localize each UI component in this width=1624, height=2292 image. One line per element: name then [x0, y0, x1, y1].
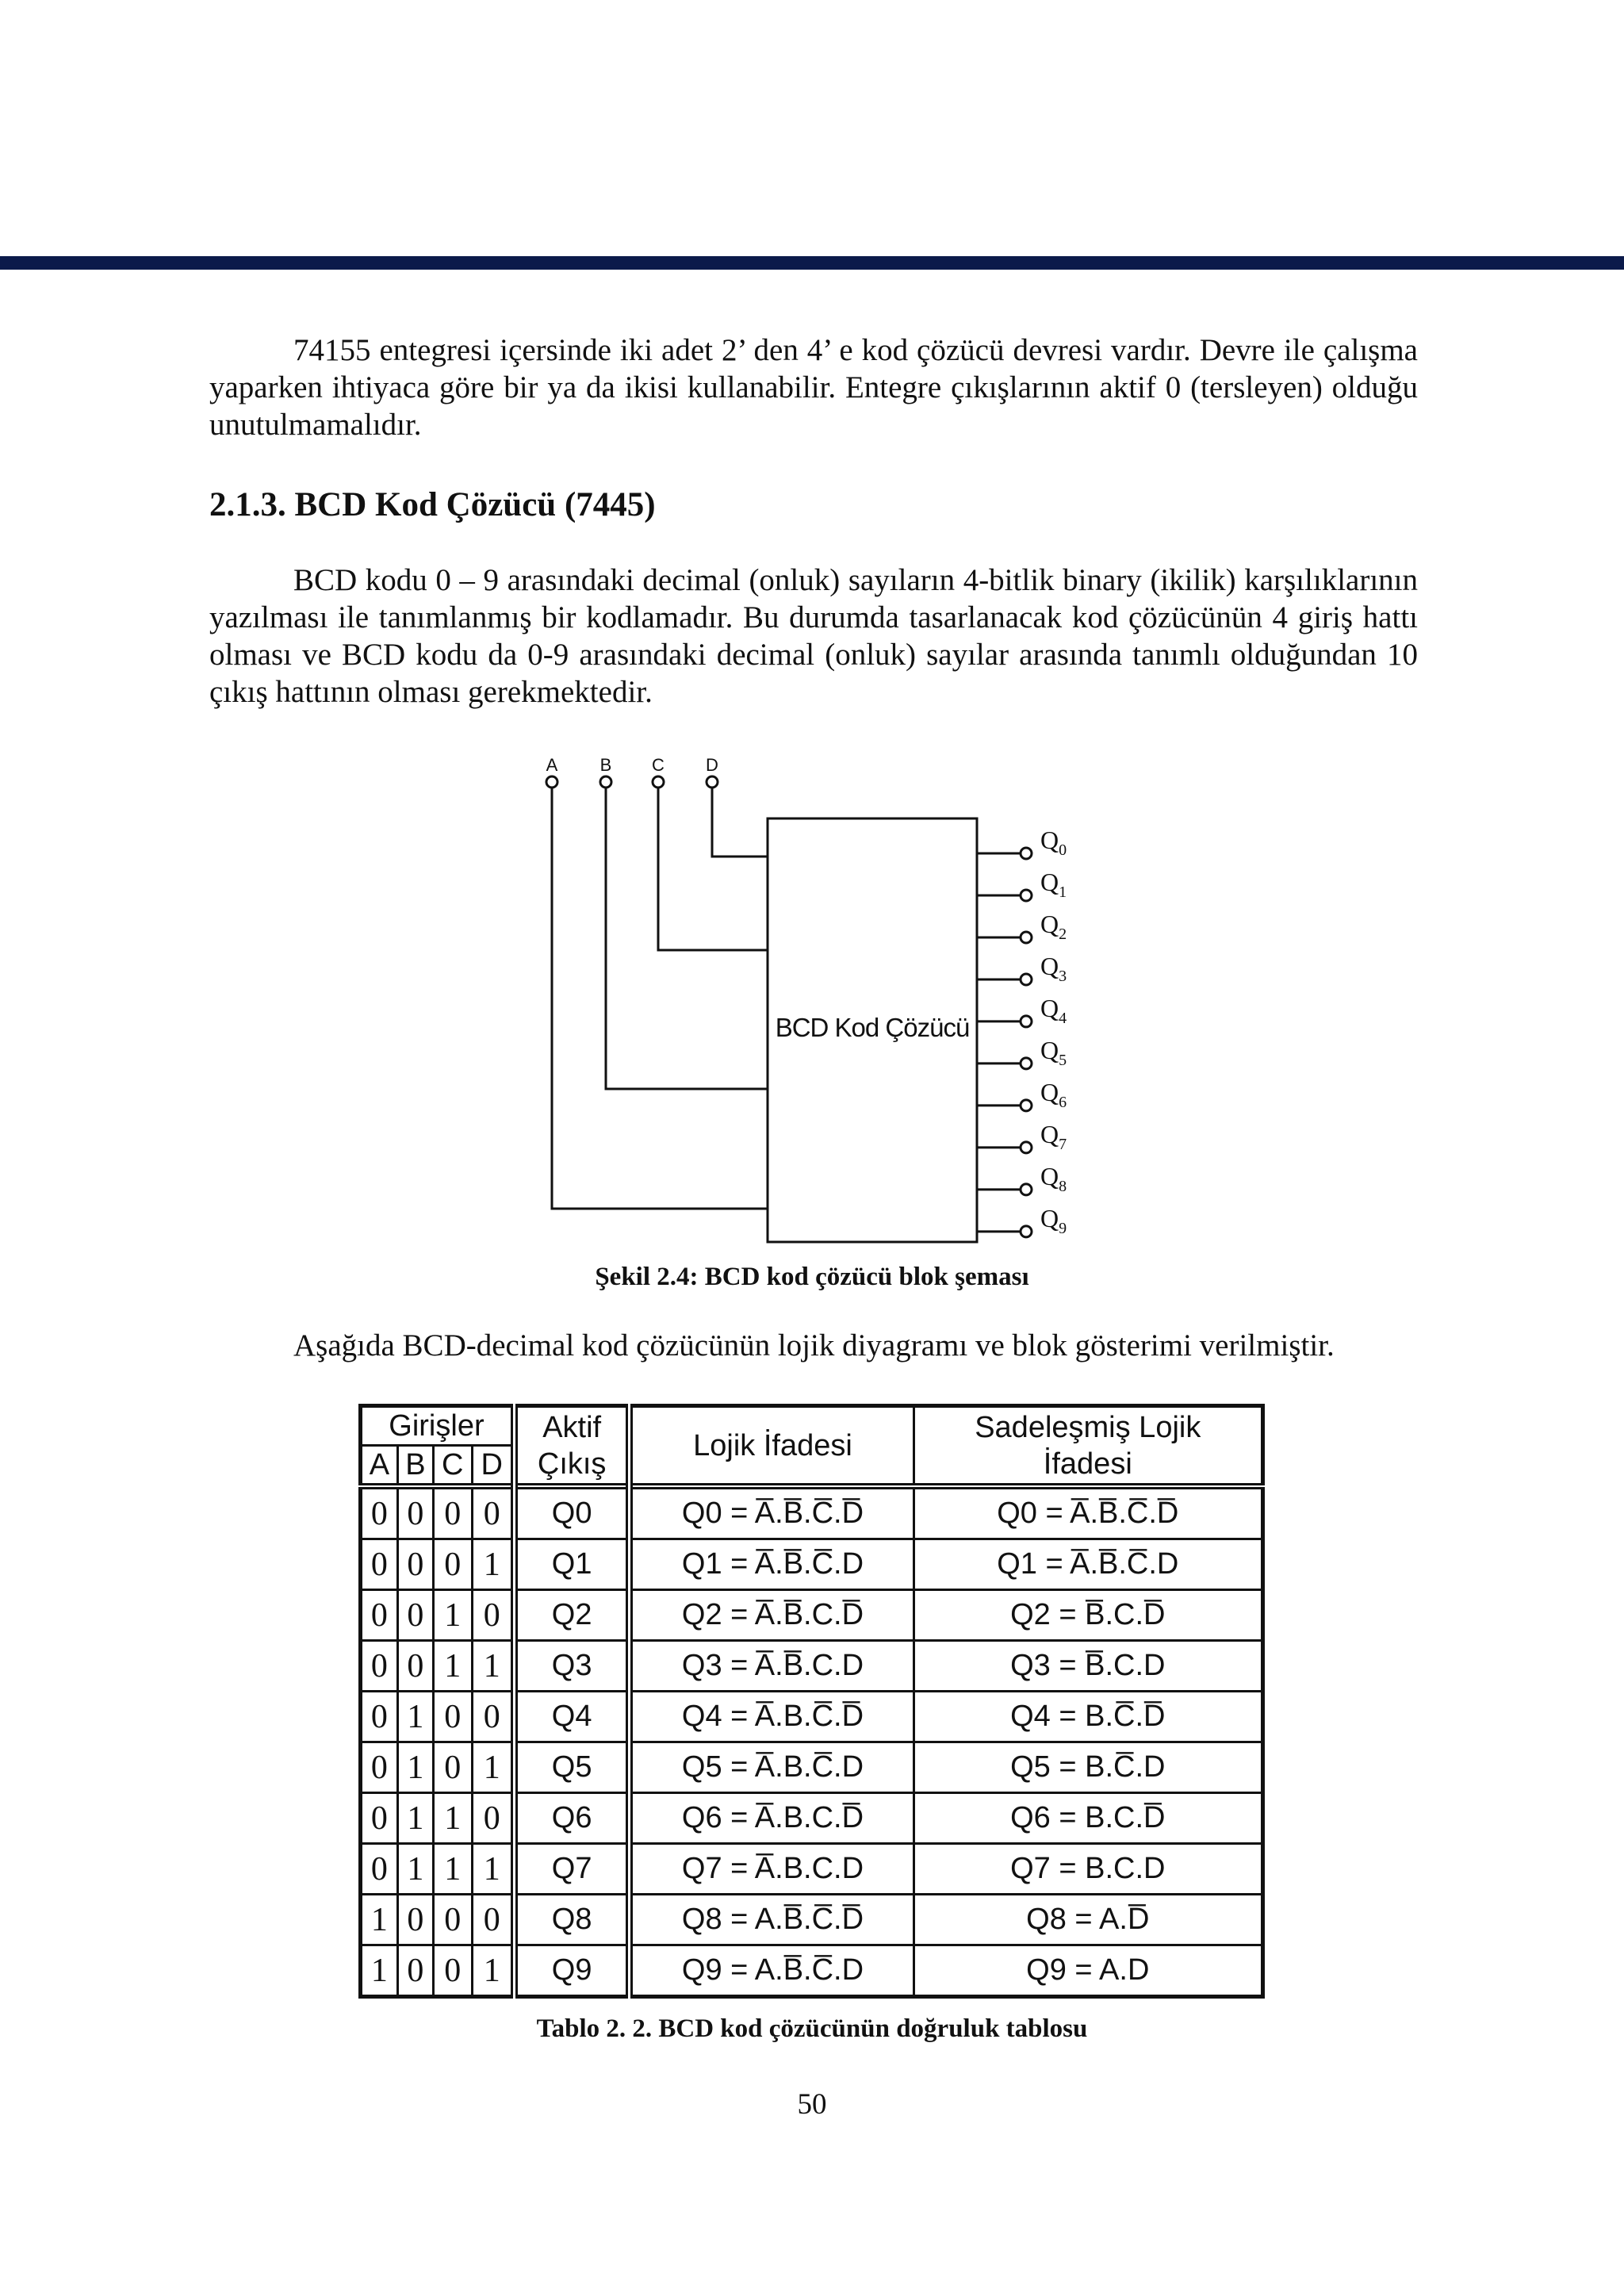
table-row	[361, 1486, 1263, 1539]
bit-b: 0	[397, 1539, 433, 1590]
bit-d: 1	[472, 1641, 514, 1692]
input-wire-d	[712, 788, 768, 857]
bit-a: 1	[361, 1895, 398, 1945]
active-output: Q9	[514, 1945, 630, 1997]
input-pin-d	[707, 776, 718, 788]
bit-d: 0	[472, 1486, 514, 1539]
bit-d: 0	[472, 1590, 514, 1641]
page-number: 50	[797, 2088, 827, 2121]
input-label-b: B	[599, 755, 612, 775]
table-row	[361, 1641, 1263, 1692]
active-output: Q6	[514, 1793, 630, 1844]
output-label-6: $Q_6$	[1040, 1077, 1067, 1111]
bit-d: 0	[472, 1895, 514, 1945]
header-active-line1: Aktif	[542, 1410, 602, 1444]
bit-d: 1	[472, 1844, 514, 1895]
bit-b: 0	[397, 1486, 433, 1539]
table-row	[361, 1692, 1263, 1742]
bit-a: 0	[361, 1793, 398, 1844]
input-pin-a	[546, 776, 557, 788]
simplified-expression: Q1 = A̅.B̅.C̅.D	[914, 1539, 1262, 1590]
bit-c: 0	[434, 1742, 473, 1793]
bit-c: 1	[434, 1793, 473, 1844]
output-label-2: $Q_2$	[1040, 909, 1067, 943]
active-output: Q4	[514, 1692, 630, 1742]
output-label-1: $Q_1$	[1040, 867, 1067, 901]
active-output: Q0	[514, 1486, 630, 1539]
output-pin-5	[1021, 1058, 1032, 1069]
table-row	[361, 1895, 1263, 1945]
header-rule	[0, 256, 1624, 270]
bit-a: 1	[361, 1945, 398, 1997]
header-input-c: C	[434, 1446, 473, 1487]
output-pin-0	[1021, 848, 1032, 859]
output-label-7: $Q_7$	[1040, 1119, 1067, 1153]
bit-b: 0	[397, 1945, 433, 1997]
header-input-a: A	[361, 1446, 398, 1487]
active-output: Q8	[514, 1895, 630, 1945]
bit-d: 1	[472, 1945, 514, 1997]
simplified-expression: Q0 = A̅.B̅.C̅.D̅	[914, 1486, 1262, 1539]
bit-b: 0	[397, 1895, 433, 1945]
output-label-0: $Q_0$	[1040, 826, 1067, 859]
input-label-c: C	[652, 755, 665, 775]
header-inputs: Girişler	[361, 1406, 515, 1446]
logic-expression: Q9 = A.B̅.C̅.D	[630, 1945, 914, 1997]
bcd-paragraph: BCD kodu 0 – 9 arasındaki decimal (onluk) sayıların 4-bitlik binary (ikilik) karşılıklarının yazılması ile tanımlanmış bir kodlamadır. Bu durumda tasarlanacak kod çözücünün 4 giriş hattı olması ve BCD kodu da 0-9 arasındaki decimal (onluk) sayılar arasında tanımlı olduğundan 10 çıkış hattının olması gerekmektedir.	[209, 563, 1418, 709]
active-output: Q1	[514, 1539, 630, 1590]
header-simplified-line1: Sadeleşmiş Lojik	[975, 1410, 1201, 1444]
bit-b: 1	[397, 1742, 433, 1793]
bit-a: 0	[361, 1539, 398, 1590]
figure-caption: Şekil 2.4: BCD kod çözücü blok şeması	[595, 1263, 1029, 1291]
simplified-expression: Q2 = B̅.C.D̅	[914, 1590, 1262, 1641]
intro-paragraph: 74155 entegresi içersinde iki adet 2’ den 4’ e kod çözücü devresi vardır. Devre ile çalışma yaparken ihtiyaca göre bir ya da ikisi kullanabilir. Entegre çıkışlarının aktif 0 (tersleyen) olduğu unutulmamalıdır.	[209, 333, 1418, 442]
input-pin-b	[600, 776, 611, 788]
output-pin-4	[1021, 1016, 1032, 1027]
simplified-expression: Q8 = A.D̅	[914, 1895, 1262, 1945]
simplified-expression: Q4 = B.C̅.D̅	[914, 1692, 1262, 1742]
bit-c: 1	[434, 1641, 473, 1692]
simplified-expression: Q9 = A.D	[914, 1945, 1262, 1997]
header-active-line2: Çıkış	[537, 1447, 607, 1481]
output-pin-9	[1021, 1226, 1032, 1237]
logic-expression: Q4 = A̅.B.C̅.D̅	[630, 1692, 914, 1742]
table-row	[361, 1945, 1263, 1997]
logic-expression: Q6 = A̅.B.C.D̅	[630, 1793, 914, 1844]
logic-expression: Q1 = A̅.B̅.C̅.D	[630, 1539, 914, 1590]
header-simplified	[914, 1406, 1262, 1487]
bit-a: 0	[361, 1486, 398, 1539]
logic-expression: Q5 = A̅.B.C̅.D	[630, 1742, 914, 1793]
bit-a: 0	[361, 1641, 398, 1692]
header-active-output	[514, 1406, 630, 1487]
output-label-4: $Q_4$	[1040, 993, 1067, 1027]
active-output: Q7	[514, 1844, 630, 1895]
bit-a: 0	[361, 1590, 398, 1641]
output-label-5: $Q_5$	[1040, 1035, 1067, 1069]
output-label-8: $Q_8$	[1040, 1161, 1067, 1195]
input-wire-b	[606, 788, 768, 1089]
decoder-block-label: BCD Kod Çözücü	[775, 1013, 970, 1042]
header-input-b: B	[397, 1446, 433, 1487]
output-label-3: $Q_3$	[1040, 951, 1067, 985]
bit-c: 1	[434, 1844, 473, 1895]
bit-d: 1	[472, 1742, 514, 1793]
active-output: Q2	[514, 1590, 630, 1641]
table-row	[361, 1793, 1263, 1844]
simplified-expression: Q3 = B̅.C.D	[914, 1641, 1262, 1692]
bit-d: 0	[472, 1793, 514, 1844]
bit-a: 0	[361, 1844, 398, 1895]
table-row	[361, 1742, 1263, 1793]
logic-expression: Q3 = A̅.B̅.C.D	[630, 1641, 914, 1692]
logic-expression: Q0 = A̅.B̅.C̅.D̅	[630, 1486, 914, 1539]
logic-expression: Q8 = A.B̅.C̅.D̅	[630, 1895, 914, 1945]
output-pin-8	[1021, 1184, 1032, 1195]
bit-a: 0	[361, 1692, 398, 1742]
simplified-expression: Q6 = B.C.D̅	[914, 1793, 1262, 1844]
output-pin-1	[1021, 890, 1032, 901]
header-simplified-line2: İfadesi	[1043, 1447, 1132, 1481]
output-pin-7	[1021, 1142, 1032, 1153]
bit-c: 1	[434, 1590, 473, 1641]
bit-c: 0	[434, 1486, 473, 1539]
bit-c: 0	[434, 1539, 473, 1590]
logic-expression: Q7 = A̅.B.C.D	[630, 1844, 914, 1895]
bit-d: 0	[472, 1692, 514, 1742]
input-label-d: D	[706, 755, 718, 775]
active-output: Q5	[514, 1742, 630, 1793]
input-wire-a	[552, 788, 768, 1209]
table-row	[361, 1590, 1263, 1641]
header-logic: Lojik İfadesi	[630, 1406, 914, 1487]
simplified-expression: Q5 = B.C̅.D	[914, 1742, 1262, 1793]
bit-b: 1	[397, 1692, 433, 1742]
logic-expression: Q2 = A̅.B̅.C.D̅	[630, 1590, 914, 1641]
output-pin-6	[1021, 1100, 1032, 1111]
output-pin-2	[1021, 932, 1032, 943]
bit-b: 0	[397, 1590, 433, 1641]
bit-d: 1	[472, 1539, 514, 1590]
active-output: Q3	[514, 1641, 630, 1692]
output-label-9: $Q_9$	[1040, 1203, 1067, 1237]
bit-b: 1	[397, 1844, 433, 1895]
bit-b: 1	[397, 1793, 433, 1844]
bit-c: 0	[434, 1895, 473, 1945]
section-heading: 2.1.3. BCD Kod Çözücü (7445)	[209, 486, 656, 523]
simplified-expression: Q7 = B.C.D	[914, 1844, 1262, 1895]
table-row	[361, 1539, 1263, 1590]
input-pin-c	[653, 776, 664, 788]
bit-c: 0	[434, 1692, 473, 1742]
header-input-d: D	[472, 1446, 514, 1487]
output-pin-3	[1021, 974, 1032, 985]
table-caption: Tablo 2. 2. BCD kod çözücünün doğruluk tablosu	[536, 2014, 1088, 2043]
bit-a: 0	[361, 1742, 398, 1793]
table-row	[361, 1844, 1263, 1895]
input-label-a: A	[546, 755, 558, 775]
bcd-decoder-block-diagram	[508, 753, 1110, 1245]
truth-table	[358, 1404, 1265, 1999]
table-intro-text: Aşağıda BCD-decimal kod çözücünün lojik diyagramı ve blok gösterimi verilmiştir.	[293, 1328, 1335, 1363]
bit-b: 0	[397, 1641, 433, 1692]
bit-c: 0	[434, 1945, 473, 1997]
